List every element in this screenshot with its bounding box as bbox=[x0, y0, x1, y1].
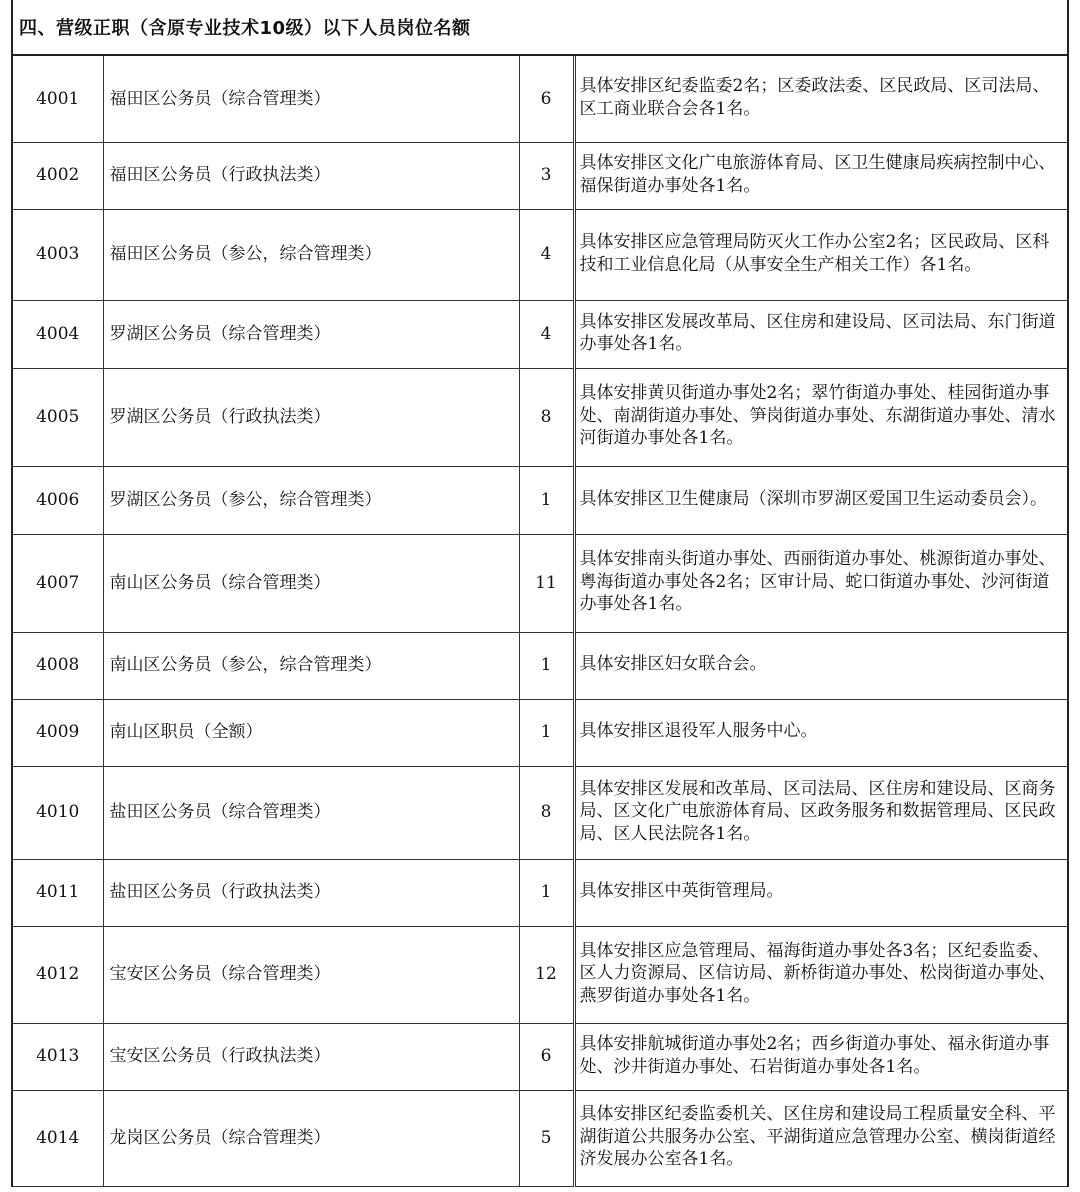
table-row bbox=[13, 209, 1067, 300]
position-code: 4012 bbox=[13, 926, 103, 1023]
allocation-detail: 具体安排区发展改革局、区住房和建设局、区司法局、东门街道办事处各1名。 bbox=[574, 300, 1067, 368]
quota-count: 8 bbox=[519, 368, 574, 466]
position-code: 4002 bbox=[13, 142, 103, 209]
quota-count: 3 bbox=[519, 142, 574, 209]
table-row bbox=[13, 632, 1067, 699]
quota-count: 1 bbox=[519, 859, 574, 926]
table-row bbox=[13, 1090, 1067, 1186]
position-name: 罗湖区公务员（综合管理类） bbox=[103, 300, 519, 368]
position-name: 福田区公务员（参公，综合管理类） bbox=[103, 209, 519, 300]
allocation-detail: 具体安排航城街道办事处2名；西乡街道办事处、福永街道办事处、沙井街道办事处、石岩街道办事处各1名。 bbox=[574, 1023, 1067, 1090]
table-row bbox=[13, 926, 1067, 1023]
quota-count: 4 bbox=[519, 300, 574, 368]
quota-count: 12 bbox=[519, 926, 574, 1023]
table-row bbox=[13, 368, 1067, 466]
quota-count: 8 bbox=[519, 766, 574, 859]
position-code: 4004 bbox=[13, 300, 103, 368]
table-row bbox=[13, 766, 1067, 859]
section-title: 四、营级正职（含原专业技术10级）以下人员岗位名额 bbox=[13, 0, 1067, 56]
allocation-detail: 具体安排区文化广电旅游体育局、区卫生健康局疾病控制中心、福保街道办事处各1名。 bbox=[574, 142, 1067, 209]
position-code: 4009 bbox=[13, 699, 103, 766]
quota-sheet bbox=[11, 0, 1069, 1187]
position-name: 福田区公务员（行政执法类） bbox=[103, 142, 519, 209]
allocation-detail: 具体安排南头街道办事处、西丽街道办事处、桃源街道办事处、粤海街道办事处各2名；区审计局、蛇口街道办事处、沙河街道办事处各1名。 bbox=[574, 534, 1067, 632]
position-name: 盐田区公务员（行政执法类） bbox=[103, 859, 519, 926]
position-code: 4007 bbox=[13, 534, 103, 632]
position-code: 4010 bbox=[13, 766, 103, 859]
quota-count: 1 bbox=[519, 466, 574, 534]
allocation-detail: 具体安排区发展和改革局、区司法局、区住房和建设局、区商务局、区文化广电旅游体育局、区政务服务和数据管理局、区民政局、区人民法院各1名。 bbox=[574, 766, 1067, 859]
quota-table-body bbox=[13, 56, 1067, 1186]
position-name: 龙岗区公务员（综合管理类） bbox=[103, 1090, 519, 1186]
position-name: 福田区公务员（综合管理类） bbox=[103, 56, 519, 142]
allocation-detail: 具体安排区卫生健康局（深圳市罗湖区爱国卫生运动委员会）。 bbox=[574, 466, 1067, 534]
allocation-detail: 具体安排区妇女联合会。 bbox=[574, 632, 1067, 699]
table-row bbox=[13, 56, 1067, 142]
quota-table bbox=[13, 56, 1067, 1187]
position-name: 罗湖区公务员（行政执法类） bbox=[103, 368, 519, 466]
quota-count: 11 bbox=[519, 534, 574, 632]
position-code: 4003 bbox=[13, 209, 103, 300]
table-row bbox=[13, 142, 1067, 209]
table-row bbox=[13, 859, 1067, 926]
position-name: 盐田区公务员（综合管理类） bbox=[103, 766, 519, 859]
quota-count: 1 bbox=[519, 699, 574, 766]
quota-count: 6 bbox=[519, 1023, 574, 1090]
allocation-detail: 具体安排区应急管理局、福海街道办事处各3名；区纪委监委、区人力资源局、区信访局、新桥街道办事处、松岗街道办事处、燕罗街道办事处各1名。 bbox=[574, 926, 1067, 1023]
position-name: 南山区公务员（综合管理类） bbox=[103, 534, 519, 632]
position-code: 4014 bbox=[13, 1090, 103, 1186]
allocation-detail: 具体安排区中英街管理局。 bbox=[574, 859, 1067, 926]
table-row bbox=[13, 699, 1067, 766]
quota-count: 6 bbox=[519, 56, 574, 142]
quota-count: 5 bbox=[519, 1090, 574, 1186]
position-name: 宝安区公务员（行政执法类） bbox=[103, 1023, 519, 1090]
allocation-detail: 具体安排区纪委监委2名；区委政法委、区民政局、区司法局、区工商业联合会各1名。 bbox=[574, 56, 1067, 142]
position-code: 4006 bbox=[13, 466, 103, 534]
quota-count: 1 bbox=[519, 632, 574, 699]
position-code: 4001 bbox=[13, 56, 103, 142]
table-row bbox=[13, 534, 1067, 632]
quota-count: 4 bbox=[519, 209, 574, 300]
table-row bbox=[13, 466, 1067, 534]
table-row bbox=[13, 1023, 1067, 1090]
allocation-detail: 具体安排区退役军人服务中心。 bbox=[574, 699, 1067, 766]
allocation-detail: 具体安排区应急管理局防灭火工作办公室2名；区民政局、区科技和工业信息化局（从事安全生产相关工作）各1名。 bbox=[574, 209, 1067, 300]
position-name: 南山区职员（全额） bbox=[103, 699, 519, 766]
table-row bbox=[13, 300, 1067, 368]
position-code: 4013 bbox=[13, 1023, 103, 1090]
position-code: 4011 bbox=[13, 859, 103, 926]
position-name: 罗湖区公务员（参公，综合管理类） bbox=[103, 466, 519, 534]
position-name: 南山区公务员（参公，综合管理类） bbox=[103, 632, 519, 699]
allocation-detail: 具体安排黄贝街道办事处2名；翠竹街道办事处、桂园街道办事处、南湖街道办事处、笋岗街道办事处、东湖街道办事处、清水河街道办事处各1名。 bbox=[574, 368, 1067, 466]
position-code: 4008 bbox=[13, 632, 103, 699]
position-code: 4005 bbox=[13, 368, 103, 466]
allocation-detail: 具体安排区纪委监委机关、区住房和建设局工程质量安全科、平湖街道公共服务办公室、平湖街道应急管理办公室、横岗街道经济发展办公室各1名。 bbox=[574, 1090, 1067, 1186]
position-name: 宝安区公务员（综合管理类） bbox=[103, 926, 519, 1023]
